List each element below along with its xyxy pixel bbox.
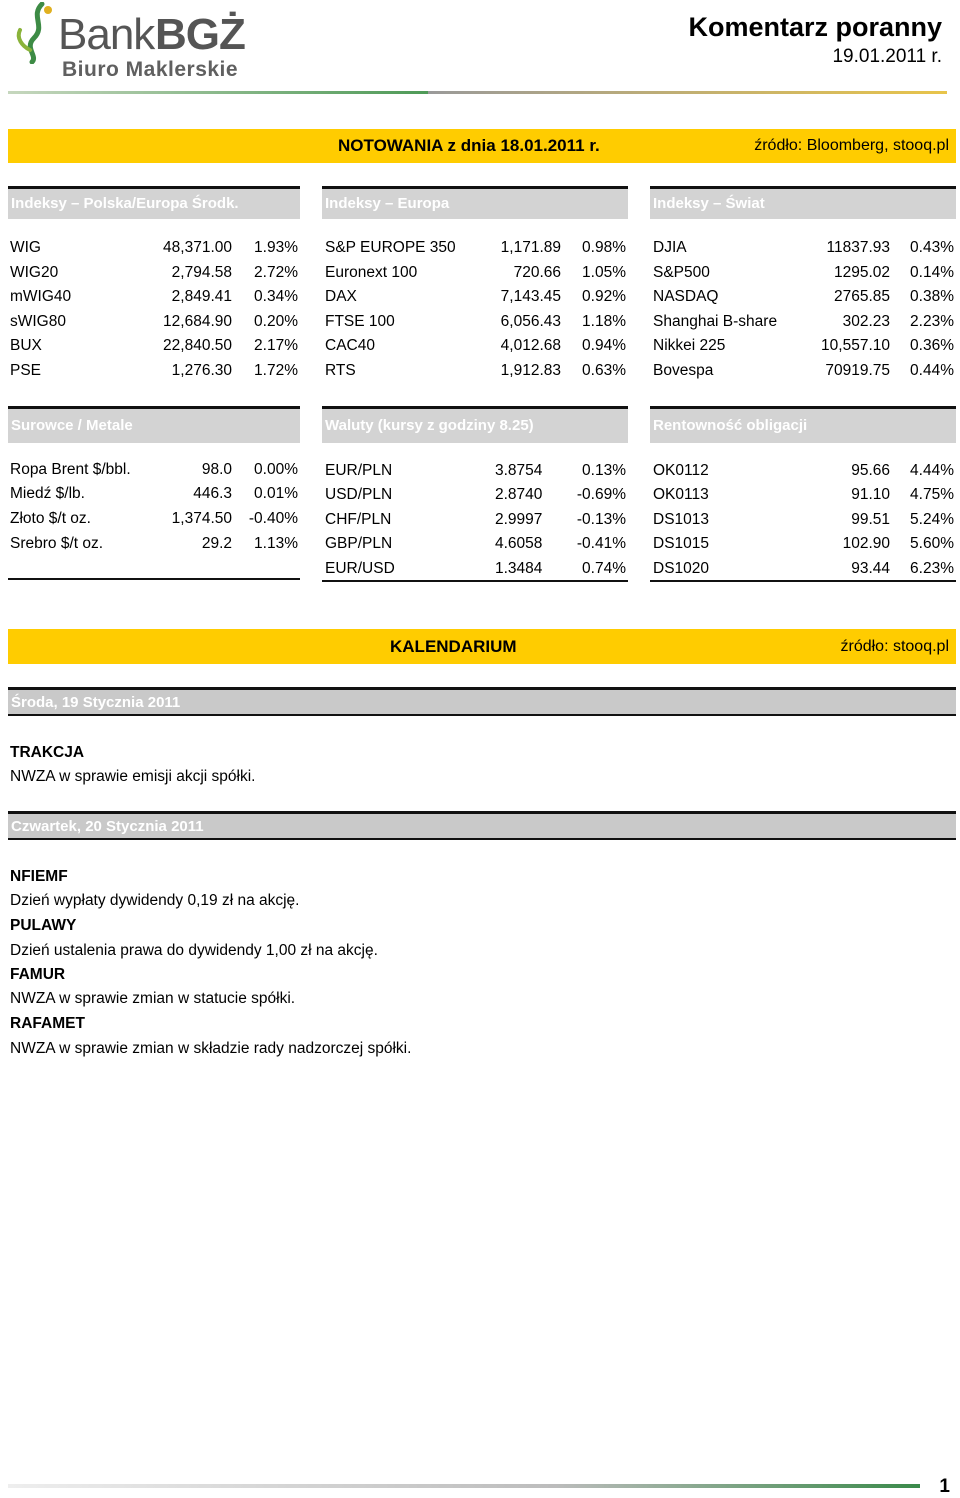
index-change: 2.17% <box>254 337 298 354</box>
index-value: 4,012.68 <box>500 337 561 354</box>
currency-change: 0.13% <box>582 462 626 479</box>
index-name: WIG20 <box>10 264 59 281</box>
commodity-name: Miedź $/lb. <box>10 485 85 502</box>
event-description: NWZA w sprawie emisji akcji spółki. <box>10 768 256 785</box>
currency-rate: 3.8754 <box>495 462 543 479</box>
table-row <box>653 486 956 510</box>
currency-pair: USD/PLN <box>325 486 393 503</box>
logo-bgz-text: BGŻ <box>155 10 245 59</box>
table-row <box>10 239 300 263</box>
index-name: NASDAQ <box>653 288 719 305</box>
bond-yield: 4.44% <box>910 462 954 479</box>
index-value: 6,056.43 <box>500 313 561 330</box>
table-row <box>653 264 956 288</box>
commodity-change: 0.01% <box>254 485 298 502</box>
currency-pair: CHF/PLN <box>325 511 392 528</box>
header-rule <box>428 91 947 94</box>
bond-price: 102.90 <box>842 535 890 552</box>
table-row <box>10 510 300 534</box>
report-title: Komentarz poranny <box>688 12 942 42</box>
index-name: PSE <box>10 362 42 379</box>
table-bottom-rule <box>322 580 628 582</box>
index-value: 22,840.50 <box>163 337 232 354</box>
index-value: 2765.85 <box>833 288 890 305</box>
world-indices-header: Indeksy – Świat <box>650 186 956 219</box>
calendar-day-header: Czwartek, 20 Stycznia 2011 <box>8 811 956 840</box>
index-value: 2,849.41 <box>171 288 232 305</box>
bond-yield: 5.60% <box>910 535 954 552</box>
currency-change: -0.13% <box>576 511 626 528</box>
event-company: NFIEMF <box>10 868 68 885</box>
index-change: 1.93% <box>254 239 298 256</box>
table-row <box>10 362 300 386</box>
commodity-name: Złoto $/t oz. <box>10 510 91 527</box>
logo-subtitle: Biuro Maklerskie <box>62 58 239 81</box>
index-name: mWIG40 <box>10 288 72 305</box>
index-value: 1295.02 <box>833 264 890 281</box>
table-row <box>325 486 628 510</box>
index-change: 0.14% <box>910 264 954 281</box>
event-company: RAFAMET <box>10 1015 85 1032</box>
table-row <box>653 239 956 263</box>
bond-name: OK0113 <box>653 486 709 503</box>
event-company: FAMUR <box>10 966 66 983</box>
calendar-source: źródło: stooq.pl <box>840 638 949 655</box>
table-row <box>653 288 956 312</box>
commodity-change: 0.00% <box>254 461 298 478</box>
table-row <box>10 288 300 312</box>
table-row <box>653 337 956 361</box>
poland-indices-header: Indeksy – Polska/Europa Środk. <box>8 186 300 219</box>
index-change: 0.63% <box>582 362 626 379</box>
index-name: Shanghai B-share <box>653 313 778 330</box>
index-name: DJIA <box>653 239 687 256</box>
table-row <box>325 462 628 486</box>
index-change: 2.72% <box>254 264 298 281</box>
index-value: 70919.75 <box>825 362 890 379</box>
index-change: 0.38% <box>910 288 954 305</box>
table-row <box>653 313 956 337</box>
bond-price: 91.10 <box>851 486 890 503</box>
logo-bank-text: Bank <box>58 10 155 59</box>
currency-pair: EUR/PLN <box>325 462 393 479</box>
bond-name: DS1015 <box>653 535 710 552</box>
table-row <box>10 535 300 559</box>
index-value: 11837.93 <box>826 239 890 256</box>
index-value: 302.23 <box>842 313 890 330</box>
index-change: 0.44% <box>910 362 954 379</box>
index-value: 7,143.45 <box>500 288 561 305</box>
index-name: WIG <box>10 239 41 256</box>
currency-rate: 2.8740 <box>495 486 543 503</box>
table-bottom-rule <box>650 580 956 582</box>
calendar-title: KALENDARIUM <box>390 637 517 656</box>
index-name: S&P EUROPE 350 <box>325 239 456 256</box>
table-bottom-rule <box>8 578 300 580</box>
index-name: Nikkei 225 <box>653 337 726 354</box>
index-name: sWIG80 <box>10 313 66 330</box>
bond-name: OK0112 <box>653 462 709 479</box>
event-description: Dzień wypłaty dywidendy 0,19 zł na akcję. <box>10 892 300 909</box>
table-row <box>325 239 628 263</box>
table-row <box>653 511 956 535</box>
commodity-value: 1,374.50 <box>171 510 232 527</box>
header-rule-green <box>8 91 428 94</box>
table-row <box>653 535 956 559</box>
index-value: 1,276.30 <box>171 362 232 379</box>
index-name: RTS <box>325 362 356 379</box>
bond-price: 99.51 <box>851 511 890 528</box>
currency-change: -0.69% <box>576 486 626 503</box>
currency-rate: 1.3484 <box>495 560 543 577</box>
currency-rate: 4.6058 <box>495 535 543 552</box>
index-change: 1.05% <box>582 264 626 281</box>
table-row <box>10 337 300 361</box>
currency-change: -0.41% <box>576 535 626 552</box>
table-row <box>653 462 956 486</box>
index-change: 0.20% <box>254 313 298 330</box>
index-change: 0.98% <box>582 239 626 256</box>
table-row <box>325 535 628 559</box>
index-value: 720.66 <box>513 264 561 281</box>
index-change: 1.72% <box>254 362 298 379</box>
commodity-change: 1.13% <box>254 535 298 552</box>
commodity-name: Srebro $/t oz. <box>10 535 104 552</box>
index-name: Bovespa <box>653 362 714 379</box>
bonds-header: Rentowność obligacji <box>650 406 956 443</box>
report-date: 19.01.2011 r. <box>832 46 942 67</box>
event-company: PULAWY <box>10 917 77 934</box>
index-name: DAX <box>325 288 357 305</box>
table-row <box>10 264 300 288</box>
index-value: 1,171.89 <box>500 239 561 256</box>
bond-price: 93.44 <box>851 560 890 577</box>
index-change: 0.36% <box>910 337 954 354</box>
commodity-value: 446.3 <box>193 485 232 502</box>
footer-rule <box>8 1484 920 1488</box>
currency-rate: 2.9997 <box>495 511 543 528</box>
bond-price: 95.66 <box>851 462 890 479</box>
table-row <box>10 461 300 485</box>
index-value: 12,684.90 <box>163 313 232 330</box>
calendar-day-header: Środa, 19 Stycznia 2011 <box>8 687 956 716</box>
commodities-header: Surowce / Metale <box>8 406 300 443</box>
quotes-source: źródło: Bloomberg, stooq.pl <box>754 137 949 154</box>
calendar-bar <box>8 629 956 664</box>
index-change: 0.94% <box>582 337 626 354</box>
bank-logo-icon <box>12 2 58 69</box>
table-row <box>10 485 300 509</box>
table-row <box>325 362 628 386</box>
index-change: 2.23% <box>910 313 954 330</box>
index-change: 1.18% <box>582 313 626 330</box>
quotes-bar <box>8 129 956 163</box>
commodity-change: -0.40% <box>248 510 298 527</box>
europe-indices-header: Indeksy – Europa <box>322 186 628 219</box>
table-row <box>325 313 628 337</box>
commodity-value: 98.0 <box>201 461 232 478</box>
table-row <box>325 337 628 361</box>
index-change: 0.34% <box>254 288 298 305</box>
event-description: NWZA w sprawie zmian w składzie rady nadzorczej spółki. <box>10 1040 412 1057</box>
index-change: 0.43% <box>910 239 954 256</box>
index-name: FTSE 100 <box>325 313 395 330</box>
index-value: 10,557.10 <box>821 337 890 354</box>
bond-name: DS1020 <box>653 560 710 577</box>
bond-yield: 4.75% <box>910 486 954 503</box>
event-description: Dzień ustalenia prawa do dywidendy 1,00 zł na akcję. <box>10 942 378 959</box>
page-number: 1 <box>939 1476 950 1497</box>
bond-yield: 6.23% <box>910 560 954 577</box>
commodity-value: 29.2 <box>201 535 232 552</box>
table-row <box>653 362 956 386</box>
currency-pair: EUR/USD <box>325 560 395 577</box>
index-name: CAC40 <box>325 337 375 354</box>
index-name: Euronext 100 <box>325 264 418 281</box>
commodity-name: Ropa Brent $/bbl. <box>10 461 131 478</box>
event-description: NWZA w sprawie zmian w statucie spółki. <box>10 990 296 1007</box>
currency-change: 0.74% <box>582 560 626 577</box>
index-name: S&P500 <box>653 264 710 281</box>
event-company: TRAKCJA <box>10 744 85 761</box>
quotes-title: NOTOWANIA z dnia 18.01.2011 r. <box>338 136 600 155</box>
index-value: 48,371.00 <box>163 239 232 256</box>
table-row <box>10 313 300 337</box>
bond-yield: 5.24% <box>910 511 954 528</box>
currencies-header: Waluty (kursy z godziny 8.25) <box>322 406 628 443</box>
table-row <box>325 264 628 288</box>
table-row <box>325 511 628 535</box>
index-value: 2,794.58 <box>171 264 232 281</box>
bond-name: DS1013 <box>653 511 710 528</box>
index-name: BUX <box>10 337 42 354</box>
index-value: 1,912.83 <box>500 362 561 379</box>
table-row <box>325 288 628 312</box>
currency-pair: GBP/PLN <box>325 535 393 552</box>
index-change: 0.92% <box>582 288 626 305</box>
